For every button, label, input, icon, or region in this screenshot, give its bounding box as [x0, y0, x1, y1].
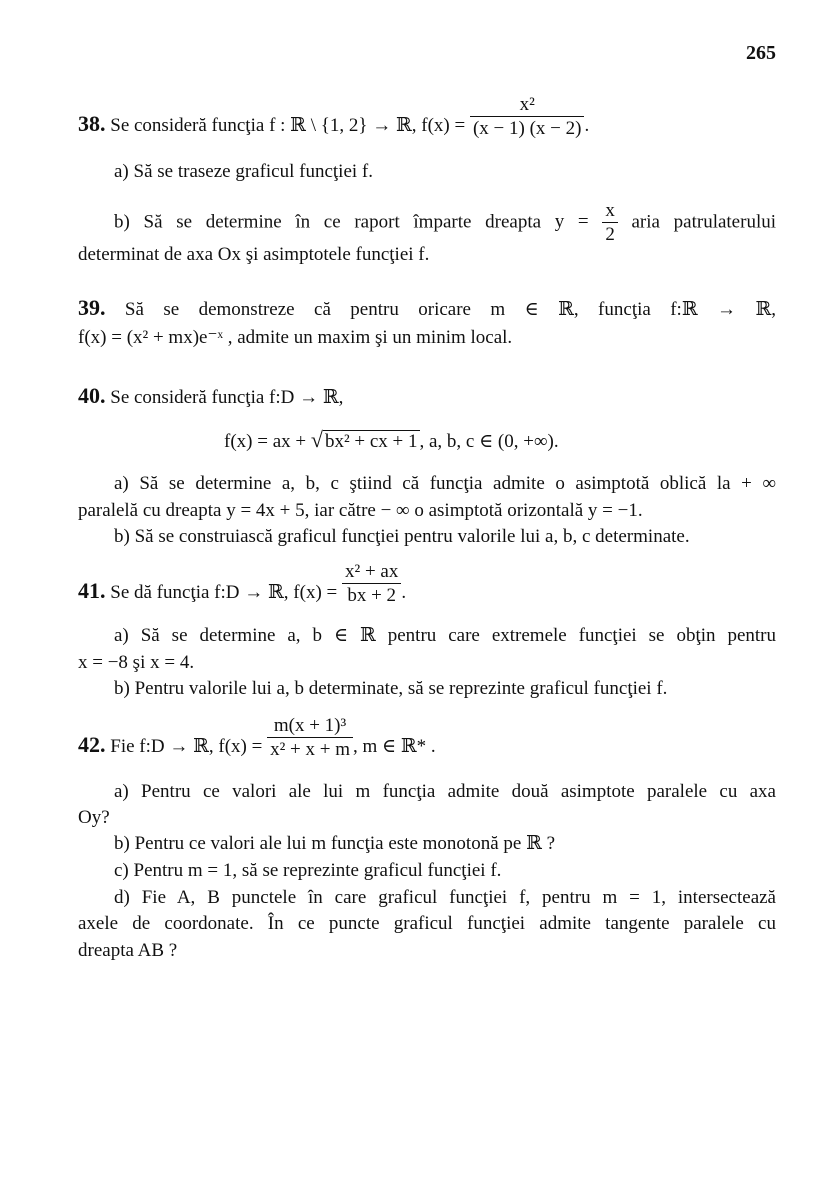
fraction: [602, 200, 618, 246]
statement-text: Fie f:D → ℝ, f(x) =: [110, 736, 263, 757]
problem-38-part-b: [114, 200, 776, 246]
statement-text: Se consideră funcţia: [110, 115, 265, 136]
problem-number: 41.: [78, 578, 106, 603]
problem-39-line-2: f(x) = (x² + mx)e⁻ˣ , admite un maxim şi un minim local.: [78, 327, 513, 348]
problem-number: 39.: [78, 295, 106, 320]
problem-41-statement: [78, 560, 776, 607]
problem-41-part-a-line-1: a) Să se determine a, b ∈ ℝ pentru care extremele funcţiei se obţin pentru: [114, 625, 776, 646]
formula-right: , a, b, c ∈ (0, +∞).: [419, 431, 559, 452]
problem-38-part-b-continuation: determinat de axa Ox şi asimptotele funcţiei f.: [78, 244, 430, 265]
problem-41-part-a-line-2: x = −8 şi x = 4.: [78, 652, 195, 673]
sqrt-radicand: bx² + cx + 1: [324, 431, 418, 452]
fraction-denominator: bx + 2: [342, 583, 401, 607]
fraction: [470, 94, 585, 140]
fraction-numerator: x² + ax: [345, 560, 399, 582]
fraction-denominator: (x − 1) (x − 2): [470, 116, 585, 140]
problem-text: Să se demonstreze că pentru oricare m ∈ ℝ, funcţia f:ℝ → ℝ,: [124, 299, 777, 320]
page-number: 265: [746, 42, 776, 64]
statement-end: .: [401, 582, 407, 603]
problem-42-statement: [78, 714, 776, 761]
problem-40-statement: [78, 384, 776, 410]
problem-40-formula: [224, 428, 559, 454]
statement-end: , m ∈ ℝ* .: [353, 736, 436, 757]
fraction-denominator: 2: [602, 222, 618, 246]
statement-end: .: [584, 115, 590, 136]
problem-38-part-a: a) Să se traseze graficul funcţiei f.: [114, 161, 374, 182]
statement-text: Se consideră funcţia f:D → ℝ,: [110, 387, 344, 408]
problem-40-part-a-line-2: paralelă cu dreapta y = 4x + 5, iar către − ∞ o asimptotă orizontală y = −1.: [78, 500, 643, 521]
fraction-denominator: x² + x + m: [267, 737, 353, 761]
problem-42-part-a-line-2: Oy?: [78, 807, 110, 828]
statement-math: f : ℝ \ {1, 2} → ℝ, f(x) =: [269, 115, 466, 136]
problem-42-part-b: b) Pentru ce valori ale lui m funcţia este monotonă pe ℝ ?: [114, 833, 556, 854]
fraction: [267, 715, 353, 761]
problem-42-part-d-line-2: axele de coordonate. În ce puncte graficul funcţiei admite tangente paralele cu: [78, 913, 776, 934]
problem-42-part-a-line-1: a) Pentru ce valori ale lui m funcţia admite două asimptote paralele cu axa: [114, 781, 776, 802]
fraction: [342, 561, 401, 607]
formula-left: f(x) = ax +: [224, 431, 307, 452]
problem-42-part-d-line-1: d) Fie A, B punctele în care graficul funcţiei f, pentru m = 1, intersectează: [114, 887, 776, 908]
problem-42-part-d-line-3: dreapta AB ?: [78, 940, 178, 961]
problem-number: 40.: [78, 383, 106, 408]
problem-number: 38.: [78, 111, 106, 136]
problem-39-line-1: [78, 296, 776, 322]
fraction-numerator: x²: [519, 93, 535, 115]
part-text: b) Să se determine în ce raport împarte dreapta: [114, 211, 542, 233]
problem-38-statement: [78, 93, 776, 140]
part-text-end: aria patrulaterului: [631, 211, 777, 233]
statement-text: Se dă funcţia f:D → ℝ, f(x) =: [110, 582, 338, 603]
problem-40-part-a-line-1: a) Să se determine a, b, c ştiind că funcţia admite o asimptotă oblică la + ∞: [114, 473, 776, 494]
problem-41-part-b: b) Pentru valorile lui a, b determinate, să se reprezinte graficul funcţiei f.: [114, 678, 668, 699]
sqrt-symbol: √: [310, 427, 323, 452]
fraction-numerator: x: [605, 200, 615, 221]
problem-42-part-c: c) Pentru m = 1, să se reprezinte graficul funcţiei f.: [114, 860, 502, 881]
problem-40-part-b: b) Să se construiască graficul funcţiei pentru valorile lui a, b, c determinate.: [114, 526, 690, 547]
fraction-numerator: m(x + 1)³: [273, 714, 347, 736]
problem-number: 42.: [78, 732, 106, 757]
part-math: y =: [554, 211, 589, 233]
